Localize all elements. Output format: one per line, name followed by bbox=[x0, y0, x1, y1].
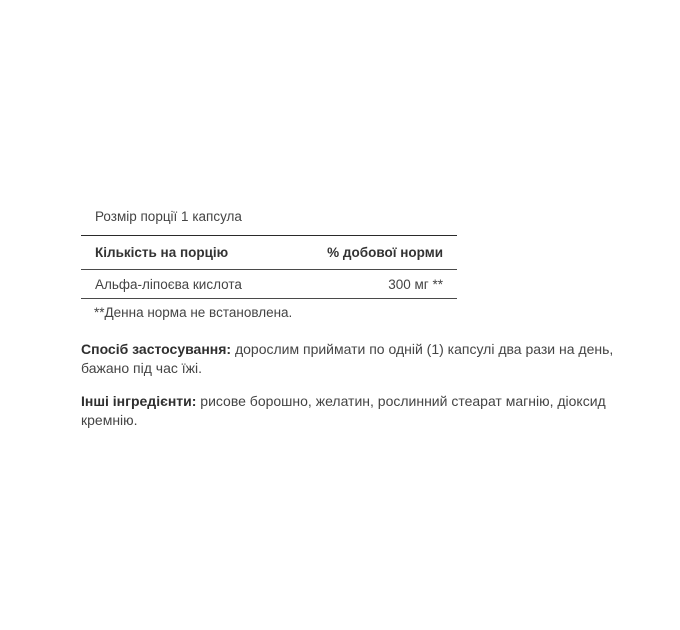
supplement-facts-table bbox=[81, 235, 457, 299]
ingredient-name: Альфа-ліпоєва кислота bbox=[95, 276, 242, 292]
usage-text: дорослим приймати по одній (1) капсулі два рази на день, бажано під час їжі. bbox=[81, 341, 614, 376]
table-row bbox=[81, 270, 457, 298]
amount-per-serving-header: Кількість на порцію bbox=[95, 245, 229, 260]
daily-value-header: % добової норми bbox=[327, 245, 443, 260]
usage-label: Спосіб застосування: bbox=[81, 341, 232, 357]
daily-value-footnote: **Денна норма не встановлена. bbox=[94, 305, 293, 320]
serving-size: Розмір порції 1 капсула bbox=[95, 209, 242, 224]
ingredient-amount: 300 мг ** bbox=[388, 276, 443, 292]
ingredients-text: рисове борошно, желатин, рослинний стеарат магнію, діоксид кремнію. bbox=[81, 393, 606, 428]
other-ingredients bbox=[81, 392, 621, 430]
ingredients-label: Інші інгредієнти: bbox=[81, 393, 197, 409]
usage-instructions bbox=[81, 340, 621, 378]
facts-header-row bbox=[81, 236, 457, 270]
